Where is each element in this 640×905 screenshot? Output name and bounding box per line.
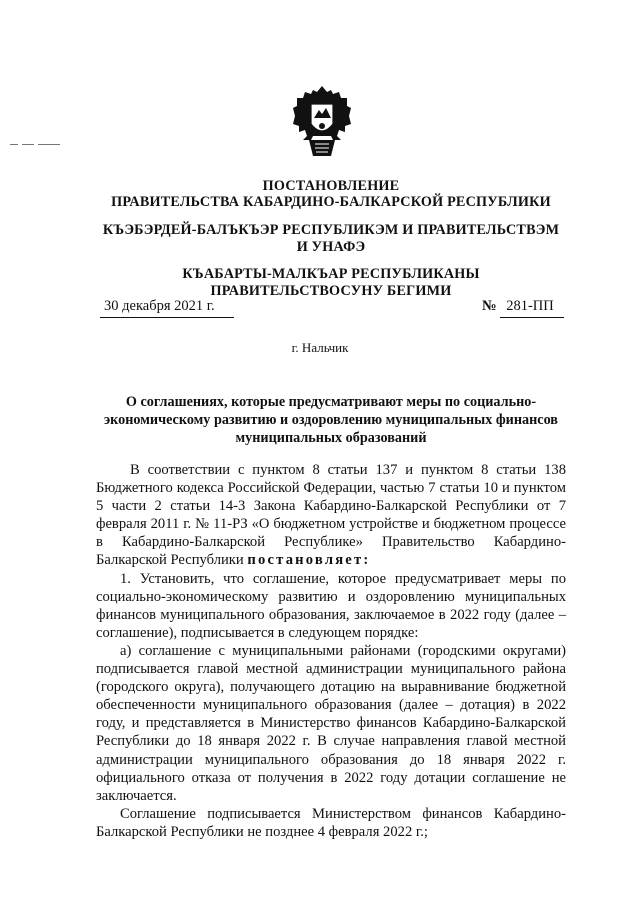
document-type: ПОСТАНОВЛЕНИЕ — [262, 178, 400, 194]
number-value: 281-ПП — [500, 298, 564, 318]
issuer-kabardian: КЪЭБЭРДЕЙ-БАЛЪКЪЭР РЕСПУБЛИКЭМ И ПРАВИТЕЛЬСТВЭМ И УНАФЭ — [102, 222, 560, 255]
issuer-balkar: КЪАБАРТЫ-МАЛКЪАР РЕСПУБЛИКАНЫ ПРАВИТЕЛЬСТВОСУНУ БЕГИМИ — [182, 266, 480, 299]
city: г. Нальчик — [291, 340, 349, 355]
document-body — [96, 461, 566, 841]
number-sign: № — [482, 298, 497, 314]
preamble-text: В соответствии с пунктом 8 статьи 137 и пунктом 8 статьи 138 Бюджетного кодекса Российской Федерации, частью 7 статьи 10 и пунктом 5 части 2 статьи 14-3 Закона Кабардино-Балкарской Республики от 7 февраля 2011 г. № 11-РЗ «О бюджетном устройстве и бюджетном процессе в Кабардино-Балкарской Республике» Правительство Кабардино-Балкарской Республики — [96, 462, 566, 569]
issuer-russian: ПРАВИТЕЛЬСТВА КАБАРДИНО-БАЛКАРСКОЙ РЕСПУБЛИКИ — [111, 194, 551, 210]
resolves-word: постановляет: — [247, 552, 371, 569]
document-date: 30 декабря 2021 г. — [100, 298, 234, 318]
paragraph-preamble — [96, 461, 566, 570]
paragraph-item-1: 1. Установить, что соглашение, которое предусматривает меры по социально-экономическому развитию и оздоровлению муниципальных финансов муниципального образования, заключаемое в 2022 году (далее – соглашение), подписывается в следующем порядке: — [96, 570, 566, 641]
paragraph-signing: Соглашение подписывается Министерством финансов Кабардино-Балкарской Республики не позднее 4 февраля 2022 г.; — [96, 805, 566, 840]
coat-of-arms-icon — [291, 84, 353, 158]
document-number — [482, 298, 564, 318]
paragraph-item-1a: а) соглашение с муниципальными районами (городскими округами) подписывается главой местной администрации муниципального района (городского округа), получающего дотацию на выравнивание бюджетной обеспеченности муниципального образования (далее – дотация) в 2022 году, и представляется в Министерство финансов Кабардино-Балкарской Республики до 18 января 2022 г. В случае направления главой местной администрации муниципального образования до 18 января 2022 г. официального отказа от получения в 2022 году дотации соглашение не заключается. — [96, 642, 566, 804]
document-title: О соглашениях, которые предусматривают меры по социально-экономическому развитию и оздоровлению муниципальных финансов муниципальных образований — [104, 394, 558, 446]
scan-artifact — [10, 133, 60, 136]
